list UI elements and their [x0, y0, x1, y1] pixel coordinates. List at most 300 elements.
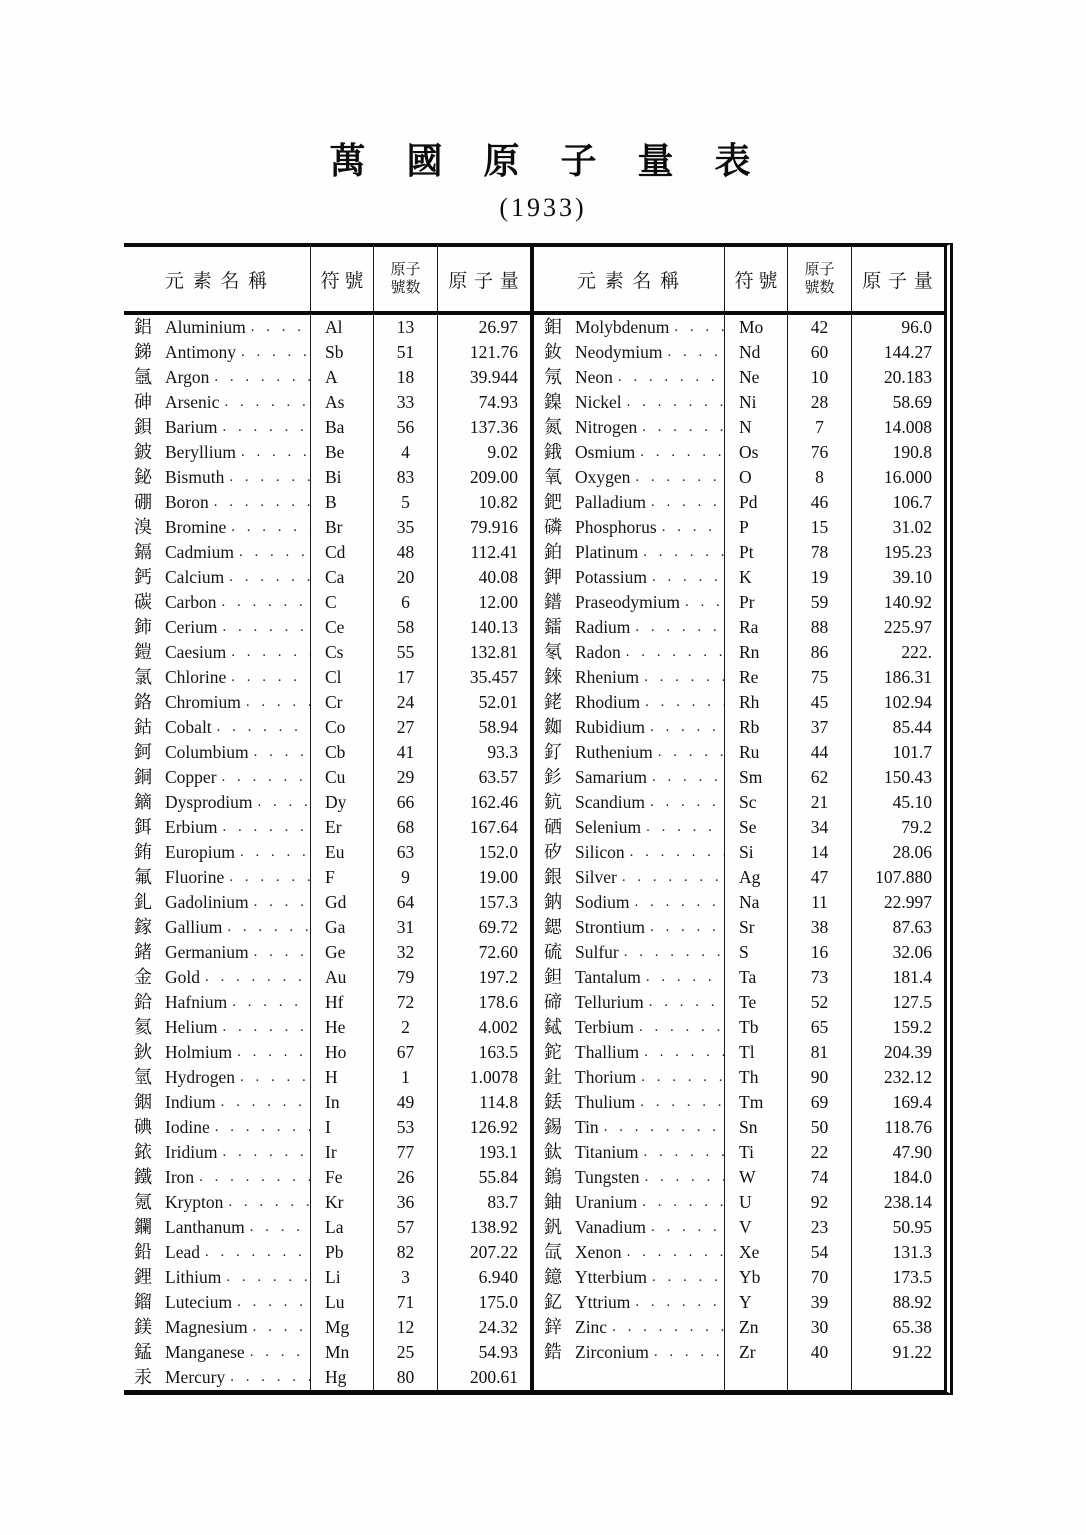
- element-name-cell: [534, 690, 725, 715]
- element-chinese-name: 鋅: [544, 1317, 562, 1337]
- element-name-cell: [534, 1040, 725, 1065]
- element-chinese-name: 錳: [134, 1342, 152, 1362]
- element-chinese-name: 硫: [544, 942, 562, 962]
- table-row: [124, 665, 530, 690]
- element-english-name: Aluminium: [165, 317, 246, 337]
- element-english-name: Scandium: [575, 792, 645, 812]
- atomic-weight: 96.0: [901, 317, 932, 337]
- atomic-number: 30: [788, 1315, 852, 1340]
- element-english-name: Lanthanum: [165, 1217, 245, 1237]
- dot-leader: [621, 644, 724, 661]
- element-symbol: Mg: [311, 1315, 374, 1340]
- dot-leader: [629, 894, 724, 911]
- element-chinese-name: 鈧: [544, 792, 562, 812]
- element-english-name: Argon: [165, 367, 210, 387]
- table-body: [124, 315, 944, 1390]
- atomic-number: 18: [374, 365, 438, 390]
- dot-leader: [253, 794, 311, 811]
- atomic-number: 69: [788, 1090, 852, 1115]
- element-name-cell: [534, 1340, 725, 1365]
- dot-leader: [639, 669, 724, 686]
- atomic-number: 17: [374, 665, 438, 690]
- atomic-weight: 169.4: [892, 1092, 932, 1112]
- element-english-name: Iodine: [165, 1117, 210, 1137]
- atomic-weight: 209.00: [469, 467, 518, 487]
- element-english-name: Boron: [165, 492, 209, 512]
- element-english-name: Iridium: [165, 1142, 218, 1162]
- element-name-cell: [534, 815, 725, 840]
- element-english-name: Copper: [165, 767, 217, 787]
- element-chinese-name: 氡: [544, 642, 562, 662]
- atomic-number: 39: [788, 1290, 852, 1315]
- element-name-cell: [534, 1015, 725, 1040]
- element-english-name: Europium: [165, 842, 235, 862]
- element-symbol: Pr: [725, 590, 788, 615]
- element-name-cell: [124, 640, 311, 665]
- dot-leader: [226, 519, 310, 536]
- atomic-number: 60: [788, 340, 852, 365]
- atomic-weight: 225.97: [883, 617, 932, 637]
- atomic-weight: 101.7: [892, 742, 932, 762]
- element-english-name: Manganese: [165, 1342, 245, 1362]
- dot-leader: [246, 319, 310, 336]
- atomic-weight: 144.27: [883, 342, 932, 362]
- table-row: [124, 915, 530, 940]
- element-symbol: Cl: [311, 665, 374, 690]
- column-header-atomic-number: [788, 247, 852, 311]
- element-english-name: Hydrogen: [165, 1067, 235, 1087]
- element-name-cell: [124, 1065, 311, 1090]
- table-row: [124, 415, 530, 440]
- atomic-weight: 10.82: [478, 492, 518, 512]
- table-row: [534, 615, 944, 640]
- element-name-cell: [124, 890, 311, 915]
- element-name-cell: [124, 615, 311, 640]
- atomic-weight: 204.39: [883, 1042, 932, 1062]
- atomic-number: 11: [788, 890, 852, 915]
- element-name-cell: [124, 840, 311, 865]
- element-name-cell: [534, 765, 725, 790]
- element-name-cell: [534, 415, 725, 440]
- atomic-weight: 167.64: [469, 817, 518, 837]
- atomic-number: 55: [374, 640, 438, 665]
- dot-leader: [622, 1244, 724, 1261]
- atomic-number: 76: [788, 440, 852, 465]
- table-row: [124, 1240, 530, 1265]
- dot-leader: [218, 1144, 311, 1161]
- atomic-weight: 93.3: [487, 742, 518, 762]
- element-english-name: Iron: [165, 1167, 195, 1187]
- atomic-weight: 127.5: [892, 992, 932, 1012]
- element-name-cell: [534, 1290, 725, 1315]
- element-english-name: Lead: [165, 1242, 200, 1262]
- atomic-number: 66: [374, 790, 438, 815]
- element-symbol: Tb: [725, 1015, 788, 1040]
- atomic-weight: 24.32: [478, 1317, 518, 1337]
- element-chinese-name: 鉺: [134, 817, 152, 837]
- element-chinese-name: 鎵: [134, 917, 152, 937]
- element-chinese-name: 釤: [544, 767, 562, 787]
- element-name-cell: [534, 365, 725, 390]
- element-symbol: Ho: [311, 1040, 374, 1065]
- dot-leader: [212, 719, 310, 736]
- element-chinese-name: 鈉: [544, 892, 562, 912]
- element-symbol: K: [725, 565, 788, 590]
- element-name-cell: [534, 990, 725, 1015]
- element-chinese-name: 鉍: [134, 467, 152, 487]
- table-row: [534, 315, 944, 340]
- atomic-number: 33: [374, 390, 438, 415]
- column-header-atomic-number-top: 原子: [804, 262, 835, 278]
- column-header-atomic-number-bottom: 號数: [804, 280, 835, 296]
- atomic-weight: 54.93: [478, 1342, 518, 1362]
- element-chinese-name: 鈹: [134, 442, 152, 462]
- element-chinese-name: 鉿: [134, 992, 152, 1012]
- dot-leader: [218, 1019, 311, 1036]
- element-symbol: Pb: [311, 1240, 374, 1265]
- table-row: [534, 1265, 944, 1290]
- element-name-cell: [534, 790, 725, 815]
- atomic-number: 41: [374, 740, 438, 765]
- atomic-number: 71: [374, 1290, 438, 1315]
- column-header-atomic-number-bottom: 號数: [390, 280, 421, 296]
- element-name-cell: [124, 1090, 311, 1115]
- atomic-number: 14: [788, 840, 852, 865]
- element-chinese-name: 氖: [544, 367, 562, 387]
- atomic-weight: 207.22: [469, 1242, 518, 1262]
- dot-leader: [249, 944, 310, 961]
- table-row: [124, 515, 530, 540]
- element-chinese-name: 釔: [544, 1292, 562, 1312]
- element-name-cell: [534, 640, 725, 665]
- element-symbol: C: [311, 590, 374, 615]
- element-english-name: Uranium: [575, 1192, 638, 1212]
- dot-leader: [657, 519, 724, 536]
- atomic-number: 40: [788, 1340, 852, 1365]
- element-english-name: Phosphorus: [575, 517, 657, 537]
- atomic-weight: 40.08: [478, 567, 518, 587]
- dot-leader: [647, 1269, 724, 1286]
- atomic-weight: 55.84: [478, 1167, 518, 1187]
- atomic-weight-table: [124, 243, 953, 1395]
- element-symbol: Yb: [725, 1265, 788, 1290]
- dot-leader: [210, 1119, 310, 1136]
- dot-leader: [645, 919, 724, 936]
- atomic-weight: 47.90: [892, 1142, 932, 1162]
- dot-leader: [637, 1194, 724, 1211]
- atomic-number: 67: [374, 1040, 438, 1065]
- dot-leader: [630, 469, 724, 486]
- element-chinese-name: 鉈: [544, 1042, 562, 1062]
- element-chinese-name: 銅: [134, 767, 152, 787]
- dot-leader: [646, 1219, 724, 1236]
- dot-leader: [663, 344, 725, 361]
- element-name-cell: [124, 315, 311, 340]
- table-row: [534, 740, 944, 765]
- table-row: [124, 440, 530, 465]
- atomic-weight: 9.02: [487, 442, 518, 462]
- dot-leader: [599, 1119, 724, 1136]
- atomic-weight: 72.60: [478, 942, 518, 962]
- table-row: [534, 340, 944, 365]
- atomic-number: 2: [374, 1015, 438, 1040]
- element-symbol: Eu: [311, 840, 374, 865]
- atomic-weight: 131.3: [892, 1242, 932, 1262]
- element-english-name: Carbon: [165, 592, 217, 612]
- element-chinese-name: 鎂: [134, 1317, 152, 1337]
- element-chinese-name: 鐠: [544, 592, 562, 612]
- element-english-name: Chromium: [165, 692, 241, 712]
- atomic-weight: 50.95: [892, 1217, 932, 1237]
- element-chinese-name: 鋨: [544, 442, 562, 462]
- table-left-column: [124, 315, 534, 1390]
- element-name-cell: [124, 665, 311, 690]
- element-name-cell: [124, 490, 311, 515]
- element-english-name: Erbium: [165, 817, 218, 837]
- element-chinese-name: 鈰: [134, 617, 152, 637]
- dot-leader: [245, 1344, 310, 1361]
- element-english-name: Thulium: [575, 1092, 636, 1112]
- dot-leader: [221, 1269, 310, 1286]
- element-english-name: Fluorine: [165, 867, 225, 887]
- dot-leader: [217, 594, 310, 611]
- element-chinese-name: 釓: [134, 892, 152, 912]
- column-header-atomic-weight: 原 子 量: [448, 270, 520, 292]
- element-english-name: Titanium: [575, 1142, 639, 1162]
- element-name-cell: [124, 365, 311, 390]
- element-chinese-name: 鎳: [544, 392, 562, 412]
- atomic-weight: 85.44: [892, 717, 932, 737]
- element-english-name: Sulfur: [575, 942, 619, 962]
- dot-leader: [647, 569, 724, 586]
- dot-leader: [645, 794, 724, 811]
- element-chinese-name: 鐿: [544, 1267, 562, 1287]
- element-symbol: Sr: [725, 915, 788, 940]
- element-chinese-name: 汞: [134, 1367, 152, 1387]
- element-chinese-name: 金: [134, 967, 152, 987]
- atomic-weight: 39.10: [892, 567, 932, 587]
- element-chinese-name: 砷: [134, 392, 152, 412]
- element-symbol: I: [311, 1115, 374, 1140]
- dot-leader: [641, 969, 724, 986]
- table-row: [534, 715, 944, 740]
- element-english-name: Tellurium: [575, 992, 644, 1012]
- atomic-weight: 181.4: [892, 967, 932, 987]
- atomic-number: 63: [374, 840, 438, 865]
- dot-leader: [209, 369, 310, 386]
- element-symbol: B: [311, 490, 374, 515]
- element-chinese-name: 磷: [544, 517, 562, 537]
- table-row: [124, 590, 530, 615]
- element-symbol: Ra: [725, 615, 788, 640]
- table-row: [534, 490, 944, 515]
- column-header-symbol: 符 號: [311, 247, 374, 311]
- atomic-number: 80: [374, 1365, 438, 1390]
- element-name-cell: [124, 865, 311, 890]
- element-chinese-name: 鉬: [544, 317, 562, 337]
- atomic-weight: 173.5: [892, 1267, 932, 1287]
- table-row: [534, 565, 944, 590]
- element-english-name: Beryllium: [165, 442, 236, 462]
- dot-leader: [613, 369, 724, 386]
- element-name-cell: [124, 465, 311, 490]
- column-header-element-name: 元 素 名 稱: [124, 247, 311, 311]
- element-chinese-name: 氯: [134, 667, 152, 687]
- element-english-name: Yttrium: [575, 1292, 631, 1312]
- element-chinese-name: 氫: [134, 1067, 152, 1087]
- element-symbol: Al: [311, 315, 374, 340]
- table-row: [534, 865, 944, 890]
- atomic-weight: 137.36: [469, 417, 518, 437]
- table-row: [124, 1315, 530, 1340]
- element-name-cell: [534, 590, 725, 615]
- dot-leader: [635, 1094, 724, 1111]
- table-row: [534, 1040, 944, 1065]
- table-row: [124, 840, 530, 865]
- element-english-name: Samarium: [575, 767, 647, 787]
- element-chinese-name: 鈣: [134, 567, 152, 587]
- atomic-weight: 45.10: [892, 792, 932, 812]
- element-chinese-name: 鈾: [544, 1192, 562, 1212]
- table-row: [534, 1190, 944, 1215]
- element-symbol: Tm: [725, 1090, 788, 1115]
- atomic-number: 90: [788, 1065, 852, 1090]
- element-name-cell: [534, 440, 725, 465]
- element-symbol: U: [725, 1190, 788, 1215]
- element-symbol: F: [311, 865, 374, 890]
- element-chinese-name: 鈀: [544, 492, 562, 512]
- element-english-name: Thorium: [575, 1067, 637, 1087]
- atomic-number: 6: [374, 590, 438, 615]
- atomic-weight: 35.457: [469, 667, 518, 687]
- element-symbol: W: [725, 1165, 788, 1190]
- atomic-weight: 195.23: [883, 542, 932, 562]
- empty-cell: [534, 1365, 725, 1390]
- element-chinese-name: 銦: [134, 1092, 152, 1112]
- element-name-cell: [124, 990, 311, 1015]
- element-name-cell: [534, 1090, 725, 1115]
- element-english-name: Antimony: [165, 342, 236, 362]
- table-row: [534, 390, 944, 415]
- dot-leader: [630, 1294, 724, 1311]
- element-chinese-name: 銩: [544, 1092, 562, 1112]
- element-symbol: Ga: [311, 915, 374, 940]
- table-row: [124, 940, 530, 965]
- dot-leader: [236, 444, 310, 461]
- dot-leader: [640, 694, 724, 711]
- dot-leader: [226, 644, 310, 661]
- element-english-name: Strontium: [575, 917, 646, 937]
- element-name-cell: [534, 1190, 725, 1215]
- atomic-number: 52: [788, 990, 852, 1015]
- element-english-name: Rhenium: [575, 667, 640, 687]
- element-chinese-name: 釩: [544, 1217, 562, 1237]
- element-name-cell: [124, 1340, 311, 1365]
- element-name-cell: [124, 1165, 311, 1190]
- element-name-cell: [124, 765, 311, 790]
- atomic-number: 46: [788, 490, 852, 515]
- element-symbol: Si: [725, 840, 788, 865]
- element-english-name: Selenium: [575, 817, 642, 837]
- atomic-weight: 157.3: [478, 892, 518, 912]
- element-name-cell: [534, 1315, 725, 1340]
- table-row: [124, 565, 530, 590]
- element-name-cell: [534, 1115, 725, 1140]
- element-name-cell: [124, 1190, 311, 1215]
- atomic-number: 54: [788, 1240, 852, 1265]
- element-name-cell: [124, 1140, 311, 1165]
- element-english-name: Ytterbium: [575, 1267, 647, 1287]
- dot-leader: [630, 619, 724, 636]
- element-english-name: Osmium: [575, 442, 636, 462]
- element-symbol: Ta: [725, 965, 788, 990]
- atomic-number: 78: [788, 540, 852, 565]
- table-row: [534, 965, 944, 990]
- atomic-weight: 152.0: [478, 842, 518, 862]
- dot-leader: [645, 719, 724, 736]
- table-row: [124, 365, 530, 390]
- atomic-weight: 14.008: [883, 417, 932, 437]
- element-symbol: H: [311, 1065, 374, 1090]
- element-chinese-name: 銥: [134, 1142, 152, 1162]
- table-row: [124, 815, 530, 840]
- element-english-name: Lutecium: [165, 1292, 233, 1312]
- element-english-name: Zirconium: [575, 1342, 649, 1362]
- element-name-cell: [534, 715, 725, 740]
- atomic-number: 37: [788, 715, 852, 740]
- atomic-number: 24: [374, 690, 438, 715]
- atomic-weight: 4.002: [478, 1017, 518, 1037]
- dot-leader: [639, 1144, 724, 1161]
- table-row: [124, 1115, 530, 1140]
- element-english-name: Sodium: [575, 892, 630, 912]
- atomic-weight: 65.38: [892, 1317, 932, 1337]
- table-row: [124, 1140, 530, 1165]
- element-chinese-name: 矽: [544, 842, 562, 862]
- element-symbol: Kr: [311, 1190, 374, 1215]
- year-subtitle: (1933): [499, 193, 587, 222]
- element-english-name: Gold: [165, 967, 200, 987]
- element-chinese-name: 錸: [544, 667, 562, 687]
- element-symbol: Li: [311, 1265, 374, 1290]
- element-name-cell: [534, 1140, 725, 1165]
- atomic-number: 19: [788, 565, 852, 590]
- atomic-number: 53: [374, 1115, 438, 1140]
- atomic-number: 4: [374, 440, 438, 465]
- element-english-name: Silver: [575, 867, 617, 887]
- element-english-name: Radon: [575, 642, 621, 662]
- table-row: [534, 790, 944, 815]
- element-name-cell: [124, 565, 311, 590]
- dot-leader: [636, 1069, 724, 1086]
- element-symbol: Co: [311, 715, 374, 740]
- element-chinese-name: 銣: [544, 717, 562, 737]
- element-symbol: In: [311, 1090, 374, 1115]
- element-symbol: Br: [311, 515, 374, 540]
- element-english-name: Zinc: [575, 1317, 608, 1337]
- element-english-name: Barium: [165, 417, 218, 437]
- element-english-name: Chlorine: [165, 667, 227, 687]
- atomic-number: 50: [788, 1115, 852, 1140]
- dot-leader: [223, 1194, 310, 1211]
- table-row: [534, 1115, 944, 1140]
- atomic-weight: 193.1: [478, 1142, 518, 1162]
- dot-leader: [236, 344, 310, 361]
- element-english-name: Dysprodium: [165, 792, 253, 812]
- element-english-name: Helium: [165, 1017, 218, 1037]
- element-symbol: Na: [725, 890, 788, 915]
- table-row: [534, 1290, 944, 1315]
